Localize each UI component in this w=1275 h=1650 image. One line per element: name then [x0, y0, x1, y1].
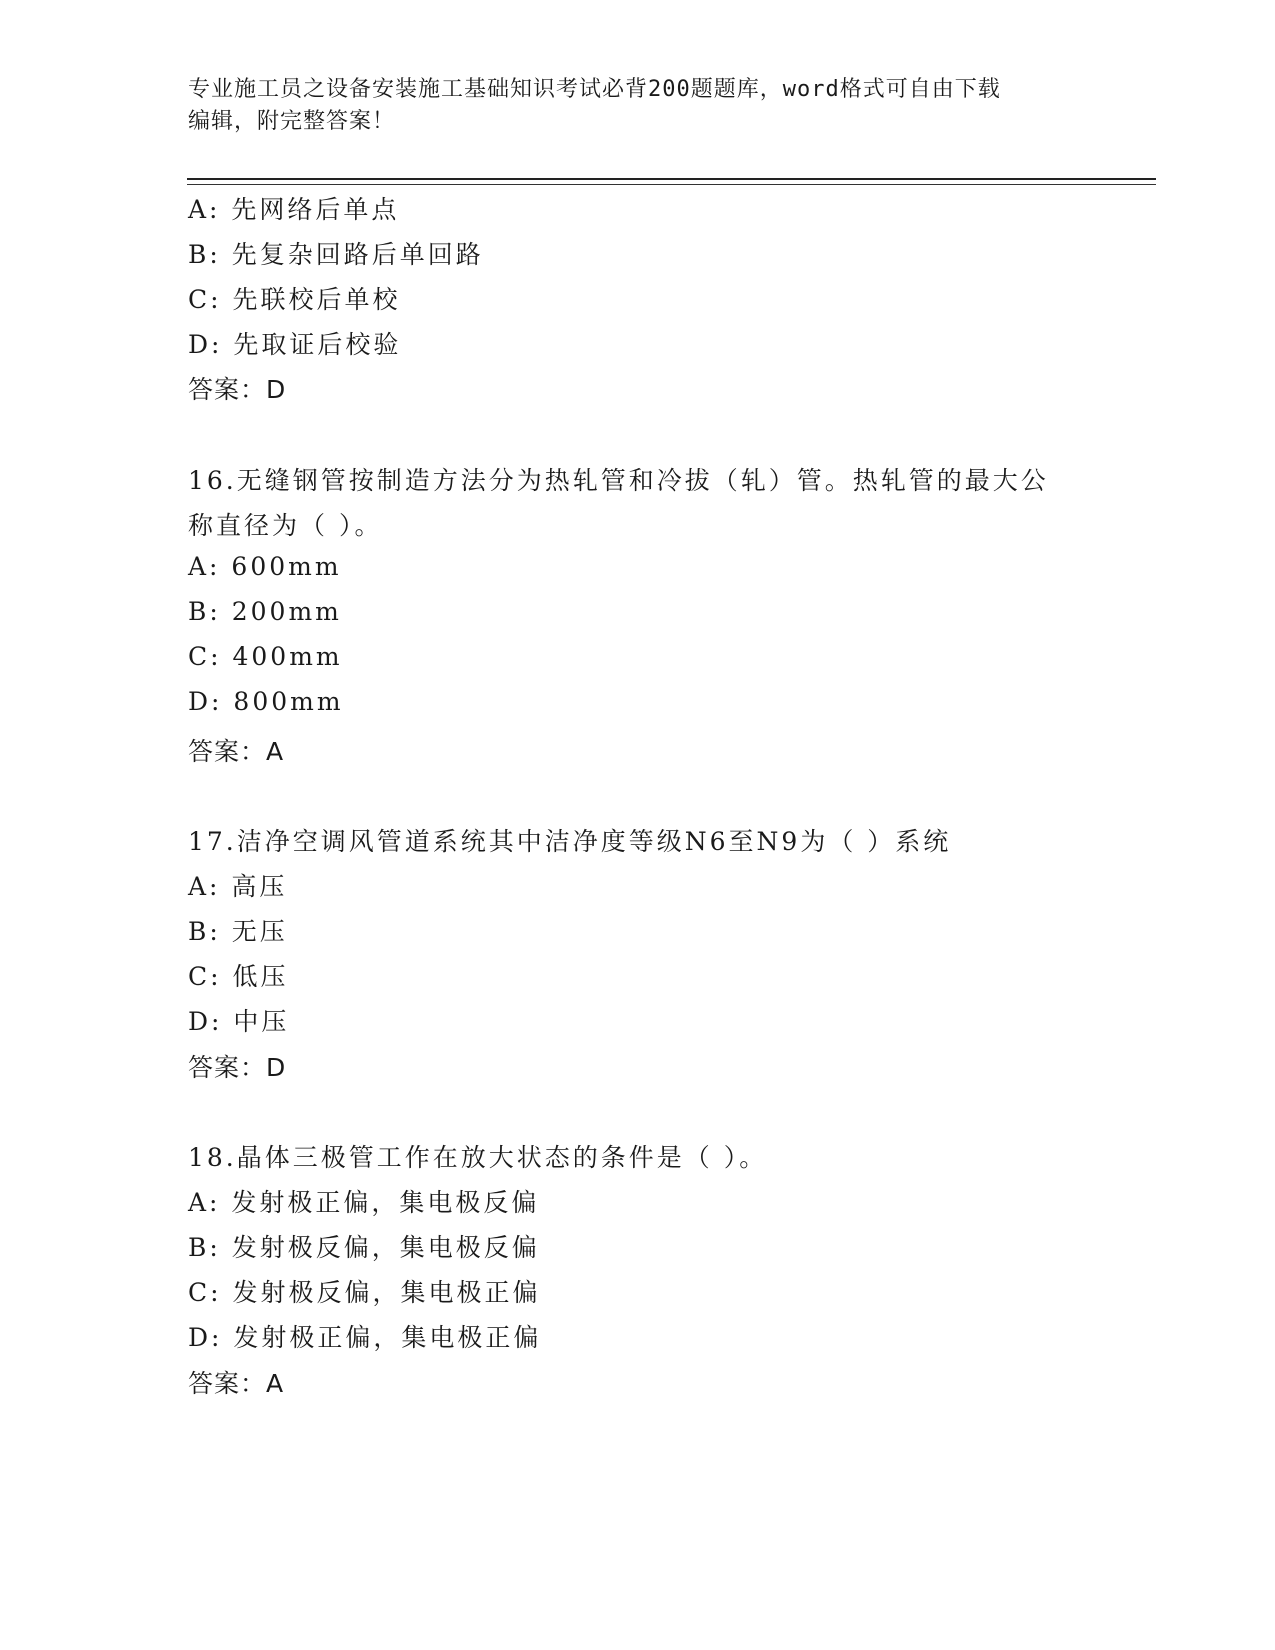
- q15-option-a: A: 先网络后单点: [188, 195, 400, 224]
- q17-answer: 答案：D: [188, 1053, 287, 1082]
- q16-question-line-1: 16.无缝钢管按制造方法分为热轧管和冷拔（轧）管。热轧管的最大公: [188, 466, 1049, 495]
- q18-option-c: C: 发射极反偏，集电极正偏: [188, 1278, 541, 1307]
- q16-answer: 答案：A: [188, 737, 285, 766]
- q15-option-d: D: 先取证后校验: [188, 330, 402, 359]
- q17-option-d: D: 中压: [188, 1007, 290, 1036]
- q18-option-d: D: 发射极正偏，集电极正偏: [188, 1323, 542, 1352]
- q18-option-b: B: 发射极反偏，集电极反偏: [188, 1233, 540, 1262]
- header-divider-thick: [187, 178, 1156, 180]
- q15-option-b: B: 先复杂回路后单回路: [188, 240, 484, 269]
- q17-option-b: B: 无压: [188, 917, 288, 946]
- q16-option-a: A: 600mm: [188, 552, 342, 581]
- q16-option-c: C: 400mm: [188, 642, 343, 671]
- header-line-1: 专业施工员之设备安装施工基础知识考试必背200题题库，word格式可自由下载: [188, 77, 1001, 102]
- q18-question-line-1: 18.晶体三极管工作在放大状态的条件是（ ）。: [188, 1143, 768, 1172]
- q15-option-c: C: 先联校后单校: [188, 285, 401, 314]
- q17-option-c: C: 低压: [188, 962, 289, 991]
- q15-answer: 答案：D: [188, 375, 287, 404]
- q17-option-a: A: 高压: [188, 872, 288, 901]
- q16-option-d: D: 800mm: [188, 687, 344, 716]
- document-header: [188, 74, 1078, 138]
- q16-option-b: B: 200mm: [188, 597, 342, 626]
- q17-question-line-1: 17.洁净空调风管道系统其中洁净度等级N6至N9为（ ）系统: [188, 827, 952, 856]
- q18-option-a: A: 发射极正偏，集电极反偏: [188, 1188, 540, 1217]
- header-divider-thin: [187, 184, 1156, 185]
- header-line-2: 编辑，附完整答案！: [188, 109, 396, 134]
- q16-question-line-2: 称直径为（ ）。: [188, 511, 383, 540]
- q18-answer: 答案：A: [188, 1369, 285, 1398]
